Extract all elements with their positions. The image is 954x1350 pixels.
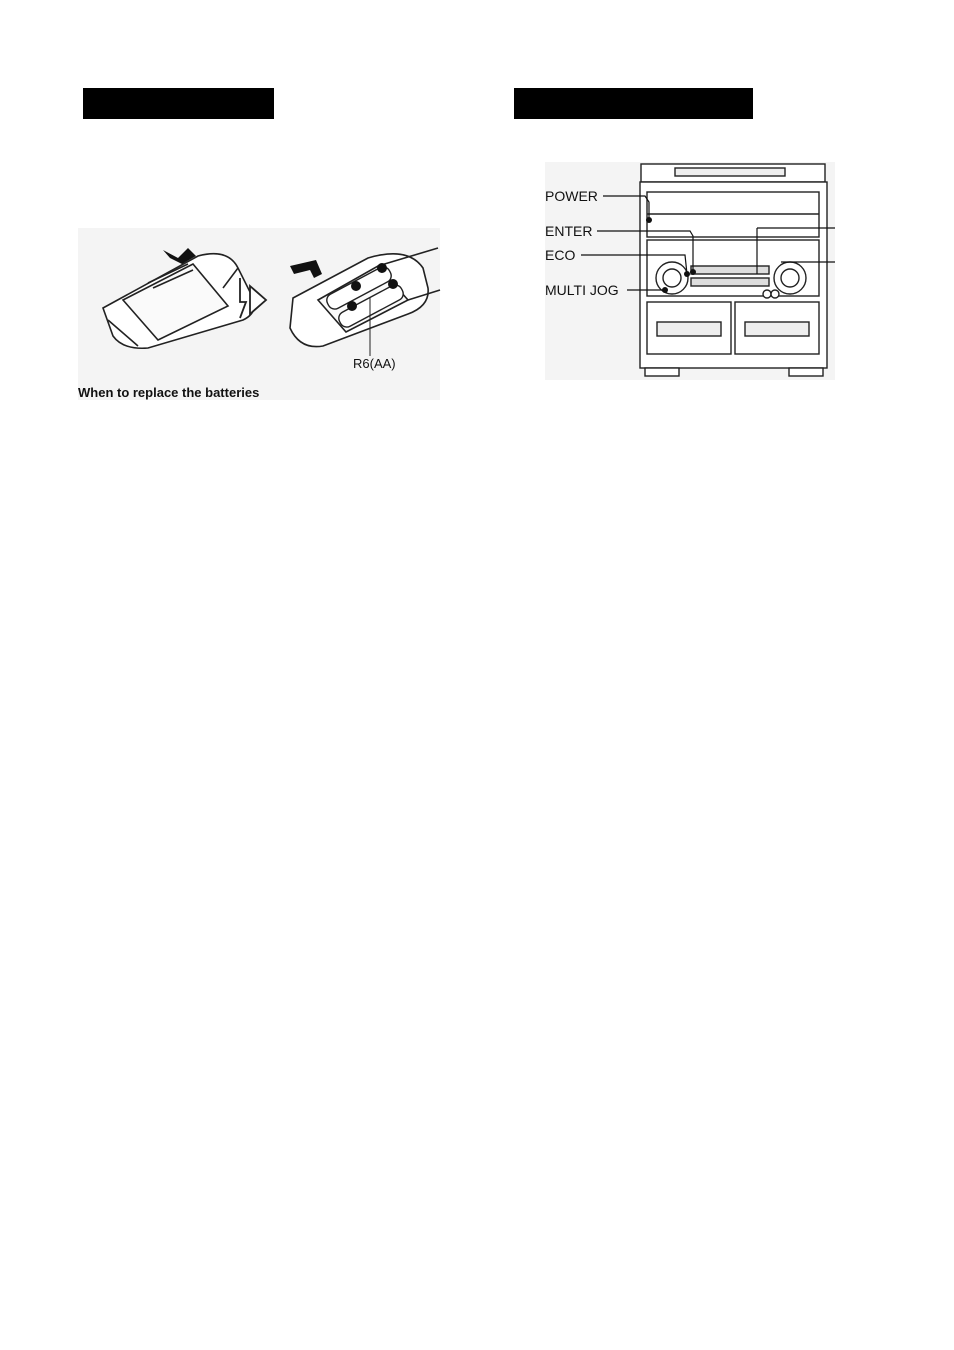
power-label: POWER [545,188,598,204]
eco-label: ECO [545,247,576,263]
enter-label: ENTER [545,223,593,239]
remote-battery-illustration [78,228,440,400]
right-section-header-bar [514,88,753,119]
multi-jog-label: MULTI JOG [545,282,619,298]
battery-type-label: R6(AA) [353,356,396,371]
replace-batteries-caption: When to replace the batteries [78,385,260,400]
left-section-header-bar [83,88,274,119]
